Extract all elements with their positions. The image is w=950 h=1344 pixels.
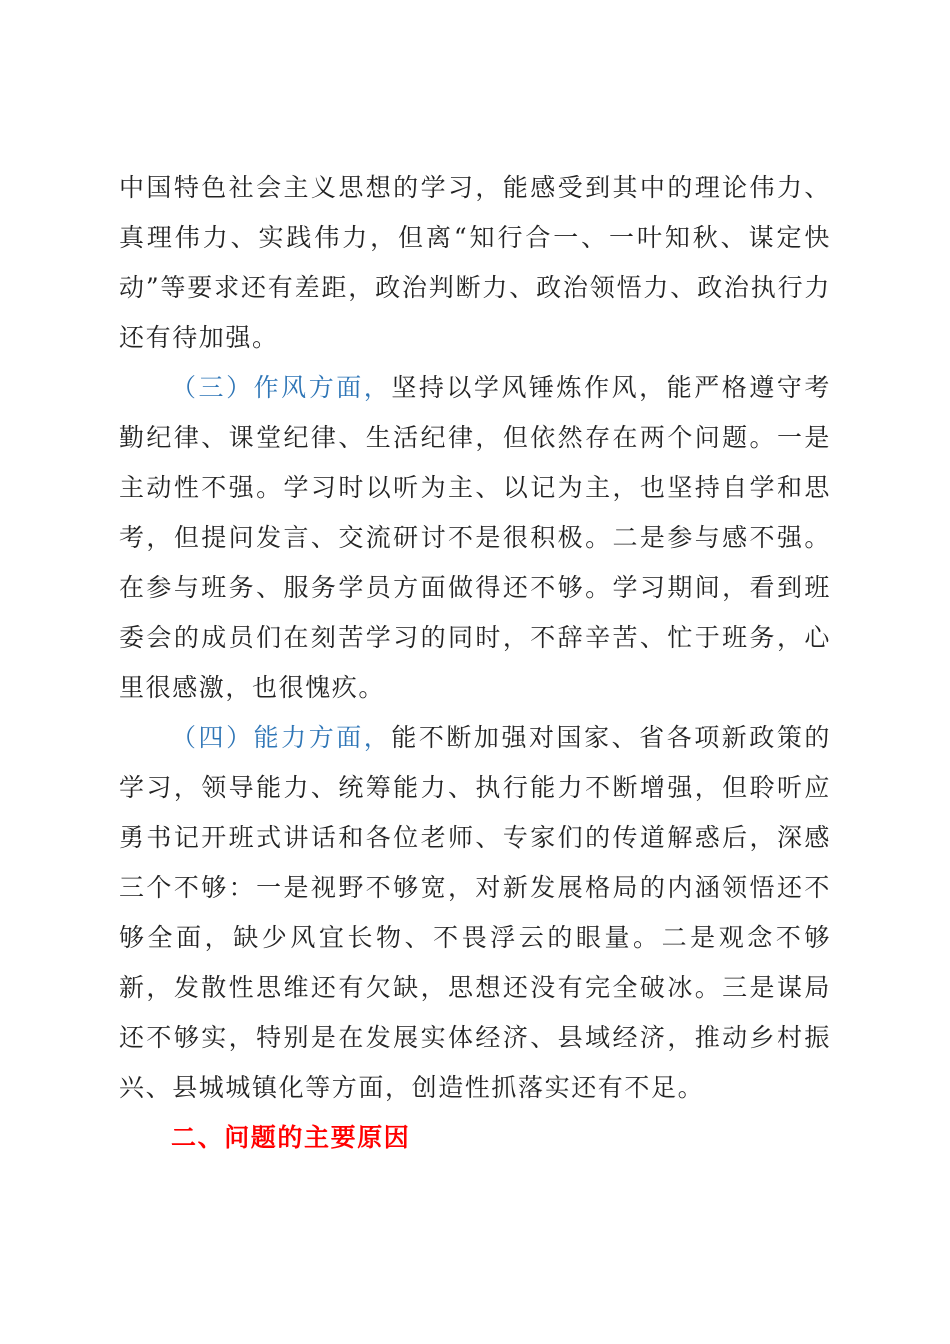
paragraph-ideology-study: 中国特色社会主义思想的学习，能感受到其中的理论伟力、真理伟力、实践伟力，但离“知行合一、一叶知秋、谋定快动”等要求还有差距，政治判断力、政治领悟力、政治执行力还有待加强。	[119, 173, 831, 352]
work-style-body: 坚持以学风锤炼作风，能严格遵守考勤纪律、课堂纪律、生活纪律，但依然存在两个问题。一是主动性不强。学习时以听为主、以记为主，也坚持自学和思考，但提问发言、交流研讨不是很积极。二是参与感不强。在参与班务、服务学员方面做得还不够。学习期间，看到班委会的成员们在刻苦学习的同时，不辞辛苦、忙于班务，心里很感激，也很愧疚。	[119, 373, 831, 702]
paragraph-ability	[119, 713, 831, 1113]
work-style-lead: （三）作风方面，	[171, 373, 392, 402]
paragraph-work-style	[119, 363, 831, 713]
document-body	[119, 163, 831, 1163]
ability-lead: （四）能力方面，	[171, 723, 392, 752]
ability-body: 能不断加强对国家、省各项新政策的学习，领导能力、统筹能力、执行能力不断增强，但聆听应勇书记开班式讲话和各位老师、专家们的传道解惑后，深感三个不够：一是视野不够宽，对新发展格局的内涵领悟还不够全面，缺少风宜长物、不畏浮云的眼量。二是观念不够新，发散性思维还有欠缺，思想还没有完全破冰。三是谋局还不够实，特别是在发展实体经济、县域经济，推动乡村振兴、县城城镇化等方面，创造性抓落实还有不足。	[119, 723, 831, 1102]
section-heading-main-causes: 二、问题的主要原因	[171, 1123, 411, 1152]
